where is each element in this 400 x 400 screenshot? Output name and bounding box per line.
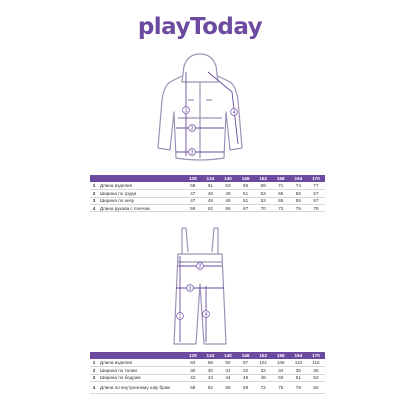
row-label: Ширина по низу [98, 197, 184, 204]
table-cell: 47 [184, 197, 202, 204]
row-label: Длина изделия [98, 359, 184, 366]
row-label: Ширина по груди [98, 190, 184, 197]
size-header: 140 [219, 352, 237, 359]
table-cell: 51 [290, 374, 308, 381]
table-cell: 79 [290, 382, 308, 394]
table-cell: 44 [219, 374, 237, 381]
table-cell: 58 [184, 382, 202, 394]
table-row [90, 182, 325, 189]
row-number: 4 [90, 382, 98, 394]
table-cell: 101 [254, 359, 272, 366]
table-cell: 72 [254, 382, 272, 394]
jacket-marker-3-label: 3 [190, 149, 194, 156]
table-cell: 75 [272, 382, 290, 394]
table-cell: 30 [184, 367, 202, 374]
table-cell: 53 [254, 197, 272, 204]
table-cell: 57 [307, 190, 325, 197]
table-cell: 51 [237, 197, 255, 204]
pants-marker-4-label: 4 [204, 311, 208, 318]
table-row [90, 374, 325, 381]
table-row [90, 190, 325, 197]
table-cell: 61 [202, 182, 220, 189]
size-header: 158 [272, 352, 290, 359]
table-cell: 48 [254, 374, 272, 381]
jacket-size-table [90, 175, 325, 212]
table-cell: 56 [290, 197, 308, 204]
pants-size-table [90, 352, 325, 394]
table-cell: 78 [307, 205, 325, 212]
size-header: 128 [184, 352, 202, 359]
size-header: 170 [307, 352, 325, 359]
table-cell: 66 [237, 182, 255, 189]
table-cell: 49 [219, 190, 237, 197]
table-cell: 34 [272, 367, 290, 374]
row-label: Длина рукава с плечом [98, 205, 184, 212]
table-cell: 47 [184, 190, 202, 197]
brand-logo: playToday [137, 14, 263, 40]
table-cell: 63 [219, 182, 237, 189]
table-cell: 71 [272, 182, 290, 189]
table-cell: 42 [184, 374, 202, 381]
table-cell: 115 [307, 359, 325, 366]
table-row [90, 367, 325, 374]
row-label: Длина по внутреннему шву брюк [98, 382, 184, 394]
size-header: 146 [237, 352, 255, 359]
jacket-marker-1-label: 1 [184, 107, 188, 114]
table-cell: 36 [307, 367, 325, 374]
row-number: 3 [90, 197, 98, 204]
table-cell: 62 [202, 205, 220, 212]
table-cell: 49 [219, 197, 237, 204]
table-cell: 82 [307, 382, 325, 394]
row-number: 2 [90, 367, 98, 374]
table-cell: 46 [237, 374, 255, 381]
table-cell: 73 [272, 205, 290, 212]
jacket-marker-4-label: 4 [232, 109, 236, 116]
row-label: Длина изделия [98, 182, 184, 189]
table-cell: 88 [202, 359, 220, 366]
table-cell: 69 [237, 382, 255, 394]
row-number: 1 [90, 182, 98, 189]
row-number: 3 [90, 374, 98, 381]
table-cell: 110 [290, 359, 308, 366]
table-cell: 56 [290, 190, 308, 197]
size-header: 164 [290, 352, 308, 359]
table-cell: 43 [202, 374, 220, 381]
table-cell: 74 [290, 182, 308, 189]
row-label: Ширина по бедрам [98, 374, 184, 381]
row-label: Ширина по талии [98, 367, 184, 374]
table-cell: 92 [219, 359, 237, 366]
size-header: 158 [272, 175, 290, 182]
size-header: 152 [254, 352, 272, 359]
pants-marker-2-label: 2 [198, 263, 202, 270]
table-cell: 67 [237, 205, 255, 212]
table-cell: 48 [202, 197, 220, 204]
table-cell: 66 [219, 205, 237, 212]
table-cell: 97 [237, 359, 255, 366]
row-number: 1 [90, 359, 98, 366]
table-cell: 53 [254, 190, 272, 197]
size-header: 164 [290, 175, 308, 182]
table-cell: 58 [184, 182, 202, 189]
table-cell: 52 [307, 374, 325, 381]
pants-table-header [90, 352, 325, 359]
table-cell: 75 [290, 205, 308, 212]
table-cell: 57 [307, 197, 325, 204]
size-header: 128 [184, 175, 202, 182]
table-row [90, 205, 325, 212]
jacket-table-header [90, 175, 325, 182]
table-cell: 70 [254, 205, 272, 212]
table-cell: 48 [202, 190, 220, 197]
table-cell: 106 [272, 359, 290, 366]
row-number: 2 [90, 190, 98, 197]
size-header: 146 [237, 175, 255, 182]
row-number: 4 [90, 205, 98, 212]
table-row [90, 359, 325, 366]
table-cell: 65 [219, 382, 237, 394]
jacket-marker-2-label: 2 [190, 125, 194, 132]
table-cell: 31 [219, 367, 237, 374]
table-row [90, 197, 325, 204]
table-cell: 50 [272, 374, 290, 381]
table-cell: 62 [202, 382, 220, 394]
table-cell: 51 [237, 190, 255, 197]
pants-marker-1-label: 1 [178, 313, 182, 320]
table-cell: 69 [254, 182, 272, 189]
table-cell: 32 [237, 367, 255, 374]
table-cell: 33 [254, 367, 272, 374]
table-cell: 83 [184, 359, 202, 366]
jacket-illustration [148, 52, 252, 170]
table-cell: 55 [272, 197, 290, 204]
size-header: 134 [202, 175, 220, 182]
table-cell: 35 [290, 367, 308, 374]
pants-illustration [160, 226, 240, 348]
pants-marker-3-label: 3 [188, 285, 192, 292]
size-header: 140 [219, 175, 237, 182]
table-cell: 77 [307, 182, 325, 189]
size-header: 152 [254, 175, 272, 182]
table-cell: 30 [202, 367, 220, 374]
table-cell: 55 [272, 190, 290, 197]
size-header: 170 [307, 175, 325, 182]
size-header: 134 [202, 352, 220, 359]
table-row [90, 382, 325, 394]
table-cell: 59 [184, 205, 202, 212]
